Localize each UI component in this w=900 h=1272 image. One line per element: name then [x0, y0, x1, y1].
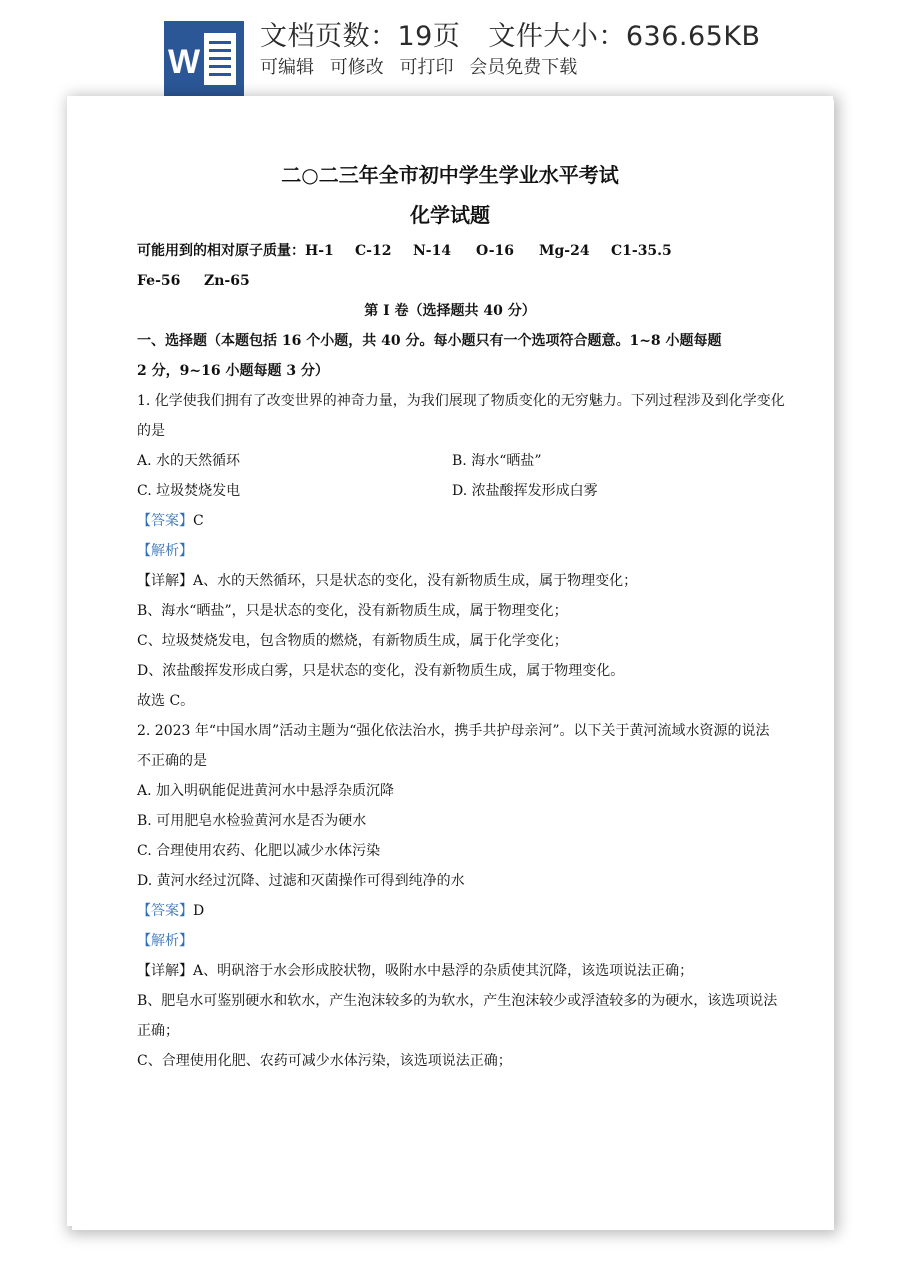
q2-detail-3: C、合理使用化肥、农药可减少水体污染，该选项说法正确；	[137, 1053, 512, 1069]
atomic-mass-label: 可能用到的相对原子质量：	[137, 243, 305, 259]
answer-tag: 【答案】	[137, 903, 193, 919]
atomic-mass-line-1	[137, 241, 672, 261]
detail-tag: 【详解】	[137, 573, 193, 589]
q1-answer-value: C	[193, 513, 204, 529]
q1-stem-line-1: 1. 化学使我们拥有了改变世界的神奇力量，为我们展现了物质变化的无穷魅力。下列过程涉及到化学变化	[137, 393, 785, 409]
q1-detail-1	[137, 571, 637, 591]
q2-detail-2: B、肥皂水可鉴别硬水和软水，产生泡沫较多的为软水，产生泡沫较少或浮渣较多的为硬水，该选项说法	[137, 993, 778, 1009]
q2-detail-2-cont: 正确；	[137, 1023, 179, 1039]
atomic-mass-o: O-16	[476, 243, 515, 259]
atomic-mass-cl: C1-35.5	[611, 243, 672, 259]
q1-option-a: A. 水的天然循环	[137, 453, 241, 469]
q2-analysis-tag: 【解析】	[137, 933, 193, 949]
exam-title: 二○二三年全市初中学生学业水平考试	[281, 163, 619, 187]
atomic-mass-mg: Mg-24	[539, 243, 590, 259]
file-size: 文件大小：636.65KB	[488, 21, 761, 52]
q1-analysis-tag: 【解析】	[137, 543, 193, 559]
q2-stem-line-1: 2. 2023 年“中国水周”活动主题为“强化依法治水，携手共护母亲河”。以下关于黄河流域水资源的说法	[137, 723, 770, 739]
q1-stem-line-2: 的是	[137, 423, 165, 439]
feature-editable: 可编辑	[260, 57, 314, 78]
atomic-mass-line-2	[137, 271, 250, 291]
header-banner	[0, 0, 900, 96]
q2-option-c: C. 合理使用农药、化肥以减少水体污染	[137, 843, 381, 859]
q1-option-c: C. 垃圾焚烧发电	[137, 483, 241, 499]
q2-option-d: D. 黄河水经过沉降、过滤和灭菌操作可得到纯净的水	[137, 873, 465, 889]
exam-subtitle: 化学试题	[410, 203, 490, 227]
q2-answer	[137, 901, 204, 921]
atomic-mass-n: N-14	[413, 243, 452, 259]
q2-answer-value: D	[193, 903, 205, 919]
q1-option-d: D. 浓盐酸挥发形成白雾	[452, 483, 598, 499]
detail-tag: 【详解】	[137, 963, 193, 979]
q2-option-b: B. 可用肥皂水检验黄河水是否为硬水	[137, 813, 367, 829]
atomic-mass-c: C-12	[355, 243, 392, 259]
q1-option-b: B. 海水“晒盐”	[452, 453, 542, 469]
part1-instructions-line-1: 一、选择题（本题包括 16 个小题，共 40 分。每小题只有一个选项符合题意。1~8 小题每题	[137, 333, 722, 349]
word-document-icon	[164, 21, 244, 96]
section-heading: 第 I 卷（选择题共 40 分）	[364, 303, 536, 319]
file-info	[260, 20, 761, 54]
document-page	[67, 96, 833, 1226]
q2-detail-1	[137, 961, 693, 981]
q1-conclusion: 故选 C。	[137, 693, 195, 709]
part1-instructions-line-2: 2 分，9~16 小题每题 3 分）	[137, 363, 329, 379]
feature-member-download: 会员免费下载	[469, 57, 578, 78]
svg-text:W: W	[167, 43, 201, 81]
q1-detail-3: C、垃圾焚烧发电，包含物质的燃烧，有新物质生成，属于化学变化；	[137, 633, 568, 649]
atomic-mass-fe: Fe-56	[137, 273, 181, 289]
feature-printable: 可打印	[399, 57, 454, 78]
q1-detail-1-text: A、水的天然循环，只是状态的变化，没有新物质生成，属于物理变化；	[193, 573, 638, 589]
atomic-mass-h: H-1	[305, 243, 334, 259]
feature-modifiable: 可修改	[329, 57, 384, 78]
q2-option-a: A. 加入明矾能促进黄河水中悬浮杂质沉降	[137, 783, 395, 799]
answer-tag: 【答案】	[137, 513, 193, 529]
atomic-mass-zn: Zn-65	[204, 273, 250, 289]
q1-answer	[137, 511, 204, 531]
q2-stem-line-2: 不正确的是	[137, 753, 207, 769]
page-count: 文档页数：19页	[260, 21, 461, 52]
feature-list	[260, 56, 587, 80]
q2-detail-1-text: A、明矾溶于水会形成胶状物，吸附水中悬浮的杂质使其沉降，该选项说法正确；	[193, 963, 694, 979]
q1-detail-2: B、海水“晒盐”，只是状态的变化，没有新物质生成，属于物理变化；	[137, 603, 568, 619]
q1-detail-4: D、浓盐酸挥发形成白雾，只是状态的变化，没有新物质生成，属于物理变化。	[137, 663, 625, 679]
